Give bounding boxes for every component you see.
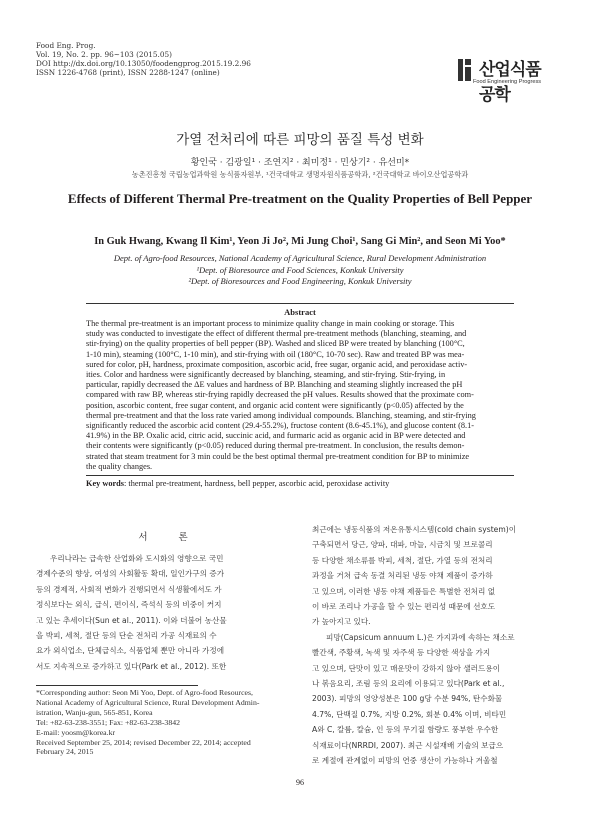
body-line: 요가 외식업소, 단체급식소, 식품업체 뿐만 아니라 가정에 bbox=[36, 646, 225, 656]
abstract-line: their contents were significantly (p<0.05) reduced during thermal pre-treatment. In conclusion, the results demon- bbox=[86, 441, 465, 451]
footnote-line: *Corresponding author: Seon Mi Yoo, Dept. of Agro-food Resources, bbox=[36, 688, 253, 697]
body-line: 로 계절에 관계없이 피망의 연중 생산이 가능하나 겨울철 bbox=[312, 756, 498, 766]
abstract-line: significantly reduced the ascorbic acid content (29.4-55.2%), fructose content (8.6-45.1%), and glucose content (8.1- bbox=[86, 421, 474, 431]
abstract-top-rule bbox=[86, 303, 514, 304]
abstract-line: position, ascorbic content, free sugar content, and organic acid content were significantly (p<0.05) affected by the bbox=[86, 400, 464, 410]
body-line: 식재료이다(NRRDI, 2007). 최근 시설재배 기술의 보급으 bbox=[312, 740, 504, 750]
body-line: 빨간색, 주황색, 녹색 및 자주색 등 다양한 색상을 가지 bbox=[312, 648, 491, 658]
body-line: 을 박피, 세척, 절단 등의 단순 전처리 가공 식재료의 수 bbox=[36, 631, 217, 641]
body-line: 경제수준의 향상, 여성의 사회활동 확대, 일인가구의 증가 bbox=[36, 569, 225, 579]
affiliations-english bbox=[0, 253, 600, 288]
body-line: 이 바로 조리나 가공을 할 수 있는 편리성 때문에 선호도 bbox=[312, 602, 496, 612]
abstract-heading: Abstract bbox=[284, 307, 316, 317]
affiliations-korean: 농촌진흥청 국립농업과학원 농식품자원부, ¹건국대학교 생명자원식품공학과, ²건국대학교 바이오산업공학과 bbox=[131, 170, 469, 179]
right-column bbox=[312, 522, 566, 769]
body-line: 우리나라는 급속한 산업화와 도시화의 영향으로 국민 bbox=[50, 554, 224, 563]
abstract-line: strated that steam treatment for 3 min could be the best optimal thermal pre-treatment condition for BP to minimize bbox=[86, 451, 470, 461]
authors-korean: 황인국 · 김광일¹ · 조연지² · 최미정¹ · 민상기² · 유선미* bbox=[190, 158, 410, 168]
abstract-line: The thermal pre-treatment is an important process to minimize quality change in main cooking or storage. This bbox=[86, 319, 455, 328]
logo-english-text: Food Engineering Progress bbox=[473, 79, 542, 85]
keywords-text: : thermal pre-treatment, hardness, bell pepper, ascorbic acid, peroxidase activity bbox=[124, 479, 390, 488]
abstract-bottom-rule bbox=[86, 475, 514, 476]
footnote-line: February 24, 2015 bbox=[36, 747, 94, 757]
body-line: 가 높아지고 있다. bbox=[312, 617, 371, 627]
body-line: 과정을 거쳐 급속 동결 처리된 냉동 야채 제품이 증가하 bbox=[312, 571, 493, 581]
journal-doi: DOI http://dx.doi.org/10.13050/foodengprog.2015.19.2.96 bbox=[36, 58, 251, 68]
abstract-line: particular, rapidly decreased the ΔE values and hardness of BP. Blanching and steaming slightly increased the pH bbox=[86, 380, 463, 390]
journal-logo bbox=[457, 56, 553, 105]
abstract-line: sured for color, pH, hardness, proximate composition, ascorbic acid, free sugar, organic acid, and peroxidase activ- bbox=[86, 359, 468, 369]
footnote-line: istration, Wanju-gun, 565-851, Korea bbox=[36, 707, 153, 717]
body-line: 나 볶음요리, 조림 등의 요리에 이용되고 있다(Park et al., bbox=[312, 679, 505, 689]
abstract-line: 1-10 min), steaming (100°C, 1-10 min), and stir-frying with oil (180°C, 10-70 sec). Raw and treated BP was mea- bbox=[86, 349, 465, 359]
body-line: 서도 지속적으로 증가하고 있다(Park et al., 2012). 또한 bbox=[36, 661, 227, 671]
body-line: 4.7%, 단백질 0.7%, 지방 0.2%, 회분 0.4% 이며, 비타민 bbox=[312, 709, 507, 719]
footnote-line: Received September 25, 2014; revised December 22, 2014; accepted bbox=[36, 737, 251, 747]
body-line: 정식보다는 외식, 급식, 편이식, 즉석식 등의 비중이 커지 bbox=[36, 600, 222, 610]
journal-info bbox=[36, 42, 251, 78]
abstract-line: stir-frying) on the quality properties of bell pepper (BP). Washed and sliced BP were treated by blanching (100°C, bbox=[86, 339, 465, 349]
journal-volume: Vol. 19, No. 2. pp. 96~103 (2015.05) bbox=[36, 49, 172, 59]
title-english: Effects of Different Thermal Pre-treatment on the Quality Properties of Bell Pepper bbox=[67, 191, 533, 206]
affiliation-line: ¹Dept. of Bioresource and Food Sciences, Konkuk University bbox=[196, 264, 404, 275]
abstract-line: 41.9%) in the BP. Oxalic acid, citric acid, succinic acid, and furmaric acid as organic acid in BP were detected and bbox=[86, 431, 466, 441]
body-line: 고 있으며, 이러한 냉동 야채 제품들은 특별한 전처리 없 bbox=[312, 586, 496, 596]
body-line: 등의 경제적, 사회적 변화가 진행되면서 식생활에서도 가 bbox=[36, 584, 222, 594]
body-line: 등 다양한 채소류를 박피, 세척, 절단, 가열 등의 전처리 bbox=[312, 555, 493, 565]
section-heading-introduction: 서 론 bbox=[138, 532, 202, 543]
body-line: 고 있는 추세이다(Sun et al., 2011). 이와 더불어 농산물 bbox=[36, 615, 227, 625]
page-number: 96 bbox=[296, 778, 304, 787]
footnote-line: Tel: +82-63-238-3551; Fax: +82-63-238-3842 bbox=[36, 717, 181, 727]
abstract-line: compared with raw BP, whereas stir-frying rapidly decreased the pH values. Results showed that the proximate com- bbox=[86, 390, 474, 400]
keywords-label: Key words bbox=[86, 479, 125, 488]
keywords bbox=[86, 479, 514, 488]
abstract-body bbox=[86, 319, 514, 472]
body-line: 최근에는 냉동식품의 저온유통시스템(cold chain system)이 bbox=[312, 525, 517, 534]
affiliation-line: ²Dept. of Bioresources and Food Engineering, Konkuk University bbox=[188, 276, 412, 287]
logo-korean-text: 산업식품공학 bbox=[479, 60, 541, 105]
abstract-line: study was conducted to investigate the effect of different thermal pre-treatment methods (blanching, steaming, and bbox=[86, 329, 467, 339]
body-line: 피망(Capsicum annuum L.)은 가지과에 속하는 채소로 bbox=[326, 632, 515, 642]
body-line: A와 C, 칼륨, 칼슘, 인 등의 무기질 함량도 풍부한 우수한 bbox=[312, 725, 499, 735]
body-line: 구축되면서 당근, 양파, 대파, 마늘, 시금치 및 브로콜리 bbox=[312, 540, 493, 550]
abstract-line: ities. Color and hardness were significantly decreased by blanching, steaming, and stir-frying. Stir-frying, in bbox=[86, 370, 446, 380]
footnote bbox=[36, 688, 302, 757]
abstract-line: the quality changes. bbox=[86, 461, 153, 471]
footnote-line: E-mail: yoosm@korea.kr bbox=[36, 727, 116, 737]
title-korean: 가열 전처리에 따른 피망의 품질 특성 변화 bbox=[176, 132, 424, 148]
body-line: 2003). 피망의 영양성분은 100 g당 수분 94%, 탄수화물 bbox=[312, 694, 503, 704]
journal-issn: ISSN 1226-4768 (print), ISSN 2288-1247 (online) bbox=[36, 67, 220, 77]
left-column bbox=[36, 551, 302, 674]
footnote-line: National Academy of Agricultural Science, Rural Development Admin- bbox=[36, 697, 260, 707]
logo-mark-icon bbox=[457, 58, 473, 82]
authors-english: In Guk Hwang, Kwang Il Kim¹, Yeon Ji Jo², Mi Jung Choi¹, Sang Gi Min², and Seon Mi Yoo* bbox=[94, 236, 506, 247]
abstract-line: thermal pre-treatment and that the loss rate varied among individual compounds. Blanching, steaming, and stir-frying bbox=[86, 410, 476, 420]
body-line: 고 있으며, 단맛이 있고 매운맛이 강하지 않아 샐러드용이 bbox=[312, 663, 501, 673]
footnote-rule bbox=[36, 685, 198, 686]
affiliation-line: Dept. of Agro-food Resources, National Academy of Agricultural Science, Rural Development Administration bbox=[113, 253, 487, 263]
journal-name: Food Eng. Prog. bbox=[36, 41, 96, 50]
